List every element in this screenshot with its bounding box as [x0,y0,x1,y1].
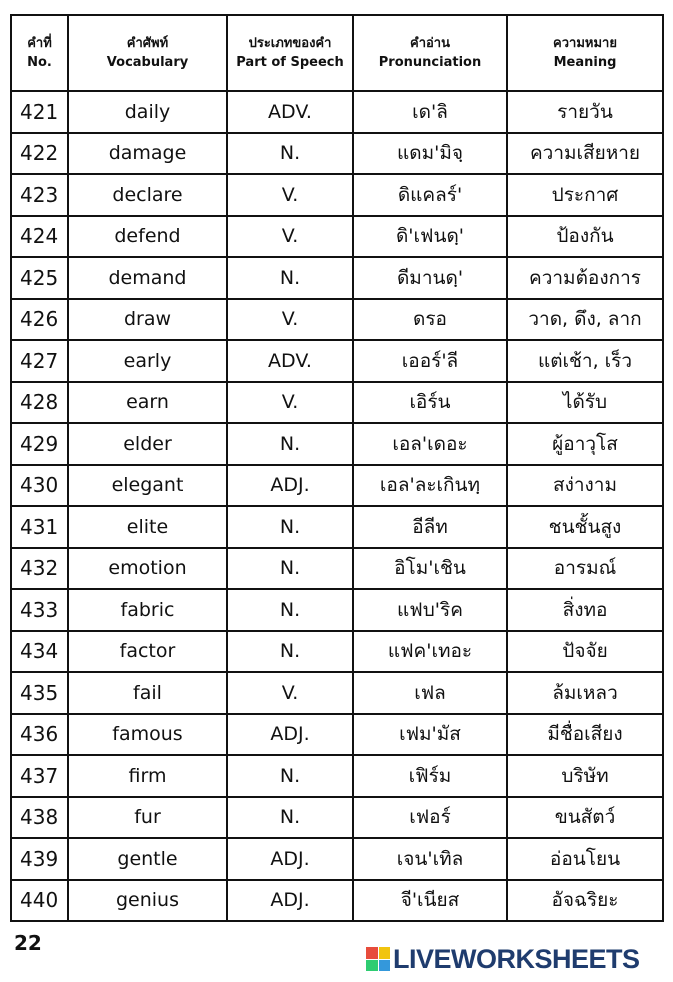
table-row [11,133,663,175]
cell-vocabulary: declare [68,174,227,216]
cell-vocabulary: genius [68,880,227,922]
cell-meaning: ได้รับ [507,382,663,424]
header-no-th: คำที่ [27,36,52,51]
cell-meaning: ความเสียหาย [507,133,663,175]
table-row [11,506,663,548]
cell-vocabulary: daily [68,91,227,133]
table-row [11,838,663,880]
cell-no: 431 [11,506,68,548]
table-row [11,672,663,714]
cell-vocabulary: elder [68,423,227,465]
cell-part-of-speech: N. [227,506,353,548]
cell-meaning: ชนชั้นสูง [507,506,663,548]
header-no [11,15,68,91]
cell-pronunciation: แฟบ'ริค [353,589,507,631]
table-row [11,631,663,673]
cell-meaning: มีชื่อเสียง [507,714,663,756]
cell-vocabulary: factor [68,631,227,673]
cell-part-of-speech: N. [227,548,353,590]
header-meaning [507,15,663,91]
cell-part-of-speech: N. [227,589,353,631]
cell-pronunciation: เออร์'ลี [353,340,507,382]
cell-part-of-speech: N. [227,423,353,465]
cell-no: 428 [11,382,68,424]
table-row [11,589,663,631]
cell-vocabulary: fur [68,797,227,839]
cell-meaning: ผู้อาวุโส [507,423,663,465]
cell-pronunciation: เอล'เดอะ [353,423,507,465]
cell-vocabulary: early [68,340,227,382]
cell-no: 421 [11,91,68,133]
cell-vocabulary: elite [68,506,227,548]
cell-no: 422 [11,133,68,175]
cell-pronunciation: แฟค'เทอะ [353,631,507,673]
liveworksheets-logo [366,944,640,974]
header-pronunciation-th: คำอ่าน [410,36,450,51]
cell-pronunciation: เฟม'มัส [353,714,507,756]
header-pronunciation [353,15,507,91]
table-row [11,174,663,216]
cell-meaning: ประกาศ [507,174,663,216]
cell-meaning: ป้องกัน [507,216,663,258]
logo-icon-cell [366,960,378,972]
cell-vocabulary: earn [68,382,227,424]
table-row [11,257,663,299]
cell-part-of-speech: ADJ. [227,465,353,507]
cell-vocabulary: demand [68,257,227,299]
cell-part-of-speech: ADJ. [227,880,353,922]
cell-meaning: บริษัท [507,755,663,797]
header-vocabulary [68,15,227,91]
table-row [11,91,663,133]
cell-no: 434 [11,631,68,673]
cell-no: 429 [11,423,68,465]
cell-vocabulary: fail [68,672,227,714]
cell-part-of-speech: ADJ. [227,714,353,756]
table-row [11,714,663,756]
cell-meaning: ปัจจัย [507,631,663,673]
cell-pronunciation: ดีมานดฺ' [353,257,507,299]
cell-part-of-speech: ADV. [227,340,353,382]
header-meaning-en: Meaning [553,55,617,70]
table-row [11,548,663,590]
cell-pronunciation: เอิร์น [353,382,507,424]
cell-meaning: วาด, ดึง, ลาก [507,299,663,341]
cell-pronunciation: จี'เนียส [353,880,507,922]
cell-no: 423 [11,174,68,216]
cell-meaning: สง่างาม [507,465,663,507]
cell-meaning: สิ่งทอ [507,589,663,631]
cell-pronunciation: เฟิร์ม [353,755,507,797]
cell-part-of-speech: V. [227,216,353,258]
cell-part-of-speech: ADJ. [227,838,353,880]
cell-part-of-speech: ADV. [227,91,353,133]
cell-no: 437 [11,755,68,797]
table-row [11,880,663,922]
cell-pronunciation: เด'ลิ [353,91,507,133]
cell-meaning: ล้มเหลว [507,672,663,714]
cell-pronunciation: ดิแคลร์' [353,174,507,216]
header-pronunciation-en: Pronunciation [378,55,482,70]
cell-pronunciation: แดม'มิจฺ [353,133,507,175]
vocabulary-table [10,14,664,922]
cell-meaning: ความต้องการ [507,257,663,299]
cell-no: 425 [11,257,68,299]
vocabulary-table-body [11,91,663,921]
table-row [11,216,663,258]
cell-pronunciation: เจน'เทิล [353,838,507,880]
cell-part-of-speech: V. [227,672,353,714]
cell-vocabulary: damage [68,133,227,175]
cell-pronunciation: อีลีท [353,506,507,548]
table-row [11,465,663,507]
cell-pronunciation: เอล'ละเกินทฺ [353,465,507,507]
cell-meaning: ขนสัตว์ [507,797,663,839]
cell-part-of-speech: V. [227,299,353,341]
liveworksheets-logo-icon [366,947,390,971]
logo-text: LIVEWORKSHEETS [393,943,640,974]
table-row [11,382,663,424]
logo-icon-cell [366,947,378,959]
cell-no: 435 [11,672,68,714]
header-pos-th: ประเภทของคำ [248,36,332,51]
cell-part-of-speech: V. [227,174,353,216]
cell-vocabulary: draw [68,299,227,341]
logo-icon-cell [379,947,391,959]
cell-meaning: อารมณ์ [507,548,663,590]
cell-no: 424 [11,216,68,258]
header-pos-en: Part of Speech [236,55,344,70]
cell-vocabulary: fabric [68,589,227,631]
cell-vocabulary: emotion [68,548,227,590]
table-row [11,797,663,839]
cell-meaning: รายวัน [507,91,663,133]
cell-pronunciation: เฟอร์ [353,797,507,839]
cell-meaning: อัจฉริยะ [507,880,663,922]
table-row [11,299,663,341]
cell-pronunciation: อิโม'เชิน [353,548,507,590]
header-vocabulary-en: Vocabulary [106,55,189,70]
cell-no: 439 [11,838,68,880]
header-vocabulary-th: คำศัพท์ [126,36,169,51]
cell-meaning: อ่อนโยน [507,838,663,880]
cell-no: 426 [11,299,68,341]
logo-icon-cell [379,960,391,972]
cell-vocabulary: defend [68,216,227,258]
cell-part-of-speech: N. [227,755,353,797]
cell-no: 438 [11,797,68,839]
cell-part-of-speech: N. [227,631,353,673]
header-meaning-th: ความหมาย [553,36,617,51]
cell-meaning: แต่เช้า, เร็ว [507,340,663,382]
cell-pronunciation: ดรอ [353,299,507,341]
cell-part-of-speech: V. [227,382,353,424]
cell-no: 427 [11,340,68,382]
cell-vocabulary: firm [68,755,227,797]
cell-vocabulary: famous [68,714,227,756]
cell-no: 436 [11,714,68,756]
cell-part-of-speech: N. [227,797,353,839]
table-row [11,340,663,382]
page-number: 22 [14,931,42,955]
table-header-row [11,15,663,91]
cell-no: 432 [11,548,68,590]
cell-vocabulary: gentle [68,838,227,880]
header-no-en: No. [27,55,52,70]
cell-pronunciation: เฟล [353,672,507,714]
cell-part-of-speech: N. [227,133,353,175]
table-row [11,755,663,797]
cell-no: 440 [11,880,68,922]
cell-no: 430 [11,465,68,507]
header-part-of-speech [227,15,353,91]
cell-part-of-speech: N. [227,257,353,299]
cell-pronunciation: ดิ'เฟนดฺ' [353,216,507,258]
table-row [11,423,663,465]
cell-vocabulary: elegant [68,465,227,507]
cell-no: 433 [11,589,68,631]
